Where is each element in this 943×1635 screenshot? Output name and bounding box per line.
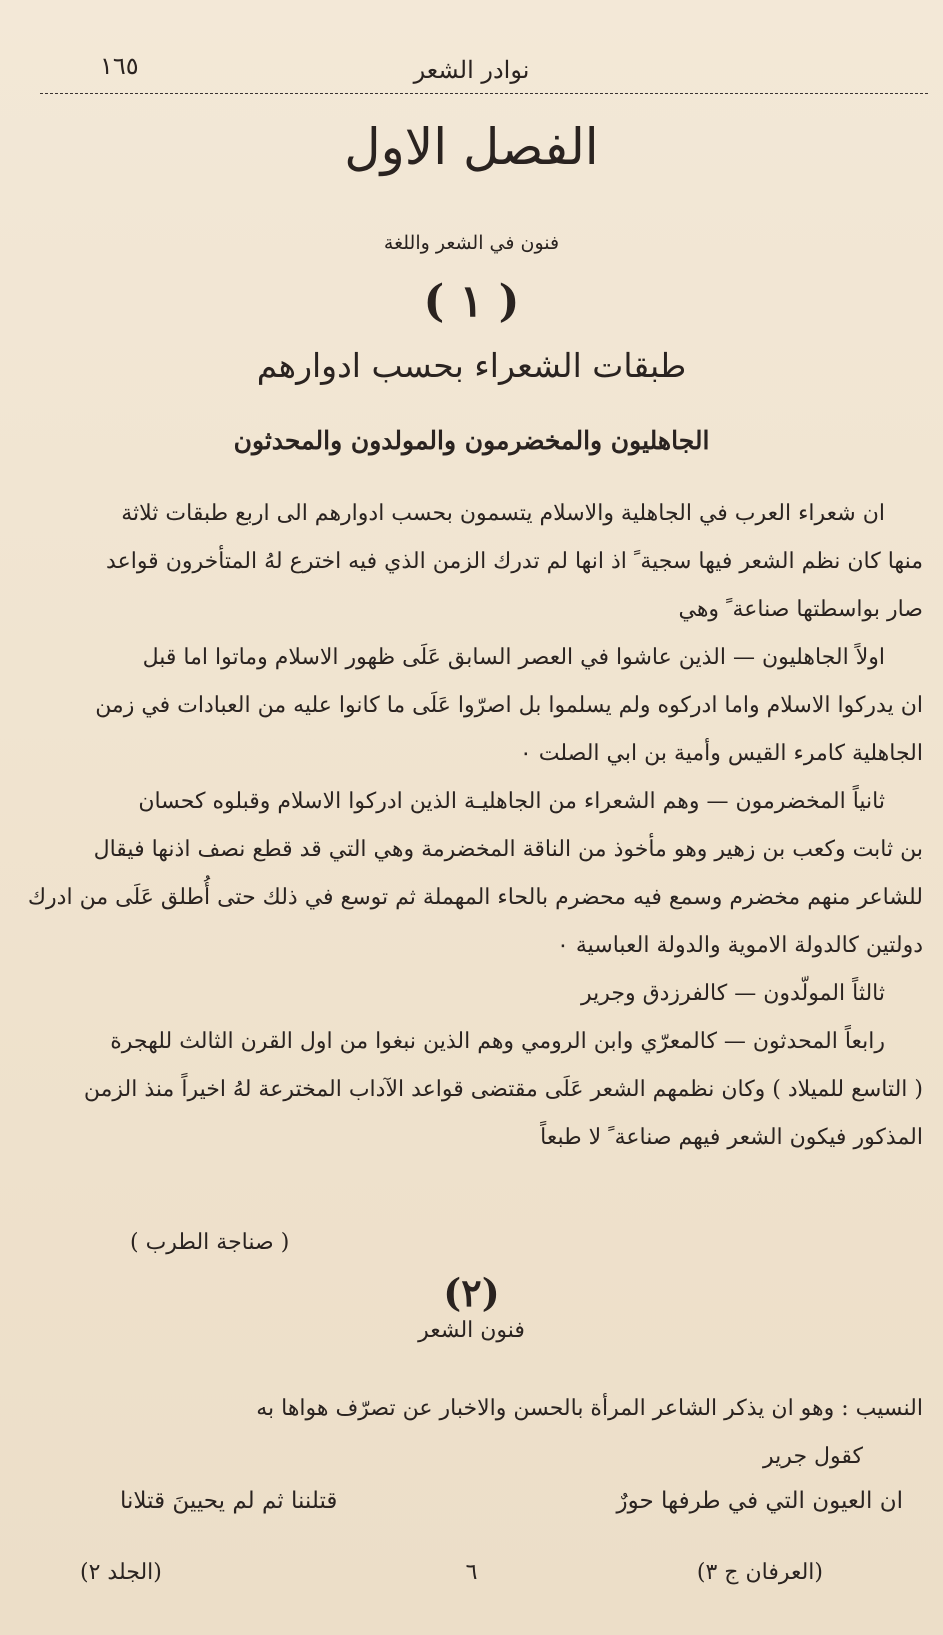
section-subtitle: الجاهليون والمخضرمون والمولدون والمحدثون — [233, 426, 710, 455]
chapter-title: الفصل الاول — [344, 118, 599, 176]
paragraph — [20, 778, 923, 970]
footer-citation-right: (العرفان ج ٣) — [696, 1560, 823, 1585]
verse-second-hemistich: قتلننا ثم لم يحيينَ قتلانا — [120, 1488, 338, 1514]
text-line: كقول جرير — [763, 1444, 863, 1469]
text-line: ( التاسع للميلاد ) وكان نظمهم الشعر عَلَى مقتضى قواعد الآداب المخترعة لهُ اخيراً منذ الزمن — [83, 1077, 923, 1102]
text-line: اولاً الجاهليون — الذين عاشوا في العصر السابق عَلَى ظهور الاسلام وماتوا اما قبل — [142, 645, 885, 670]
text-line: ثالثاً المولّدون — كالفرزدق وجرير — [580, 981, 885, 1006]
nasib-paragraph — [20, 1385, 923, 1481]
paragraph — [20, 490, 923, 634]
text-line: النسيب : وهو ان يذكر الشاعر المرأة بالحسن والاخبار عن تصرّف هواها به — [256, 1396, 923, 1421]
chapter-subtitle: فنون في الشعر واللغة — [383, 232, 560, 254]
section-number: (٢) — [443, 1270, 500, 1315]
signature-number: ٦ — [465, 1560, 478, 1585]
text-line: ثانياً المخضرمون — وهم الشعراء من الجاهليـة الذين ادركوا الاسلام وقبلوه كحسان — [138, 789, 885, 814]
text-line: المذكور فيكون الشعر فيهم صناعة ً لا طبعاً — [540, 1125, 923, 1150]
text-line: بن ثابت وكعب بن زهير وهو مأخوذ من الناقة المخضرمة وهي التي قد قطع نصف اذنها فيقال — [93, 837, 923, 862]
source-citation: ( صناجة الطرب ) — [130, 1230, 290, 1255]
text-line: دولتين كالدولة الاموية والدولة العباسية ٠ — [557, 933, 923, 958]
running-title: نوادر الشعر — [413, 56, 530, 84]
section-title: طبقات الشعراء بحسب ادوارهم — [256, 346, 687, 385]
text-line: للشاعر منهم مخضرم وسمع فيه محضرم بالحاء المهملة ثم توسع في ذلك حتى أُطلق عَلَى من ادرك — [27, 885, 923, 910]
text-line: الجاهلية كامرء القيس وأمية بن ابي الصلت ٠ — [519, 741, 923, 766]
paragraph — [20, 634, 923, 778]
page-footer — [40, 1560, 903, 1600]
paragraph — [20, 970, 923, 1018]
section-number: ( ١ ) — [423, 276, 520, 327]
verse-first-hemistich: ان العيون التي في طرفها حورٌ — [616, 1488, 903, 1514]
text-line: منها كان نظم الشعر فيها سجية ً اذ انها لم تدرك الزمن الذي فيه اخترع لهُ المتأخرون قواعد — [106, 549, 923, 574]
body-text — [20, 490, 923, 1162]
page-number: ١٦٥ — [100, 52, 139, 80]
footer-citation-left: (الجلد ٢) — [80, 1560, 162, 1585]
header-rule — [40, 93, 928, 94]
text-line: ان يدركوا الاسلام واما ادركوه ولم يسلموا بل اصرّوا عَلَى ما كانوا عليه من العبادات في زمن — [95, 693, 923, 718]
page-header — [40, 40, 903, 90]
section-title: فنون الشعر — [418, 1318, 525, 1343]
paragraph — [20, 1018, 923, 1162]
text-line: ان شعراء العرب في الجاهلية والاسلام يتسمون بحسب ادوارهم الى اربع طبقات ثلاثة — [121, 501, 885, 526]
text-line: صار بواسطتها صناعة ً وهي — [678, 597, 923, 622]
text-line: رابعاً المحدثون — كالمعرّي وابن الرومي وهم الذين نبغوا من اول القرن الثالث للهجرة — [110, 1029, 885, 1054]
